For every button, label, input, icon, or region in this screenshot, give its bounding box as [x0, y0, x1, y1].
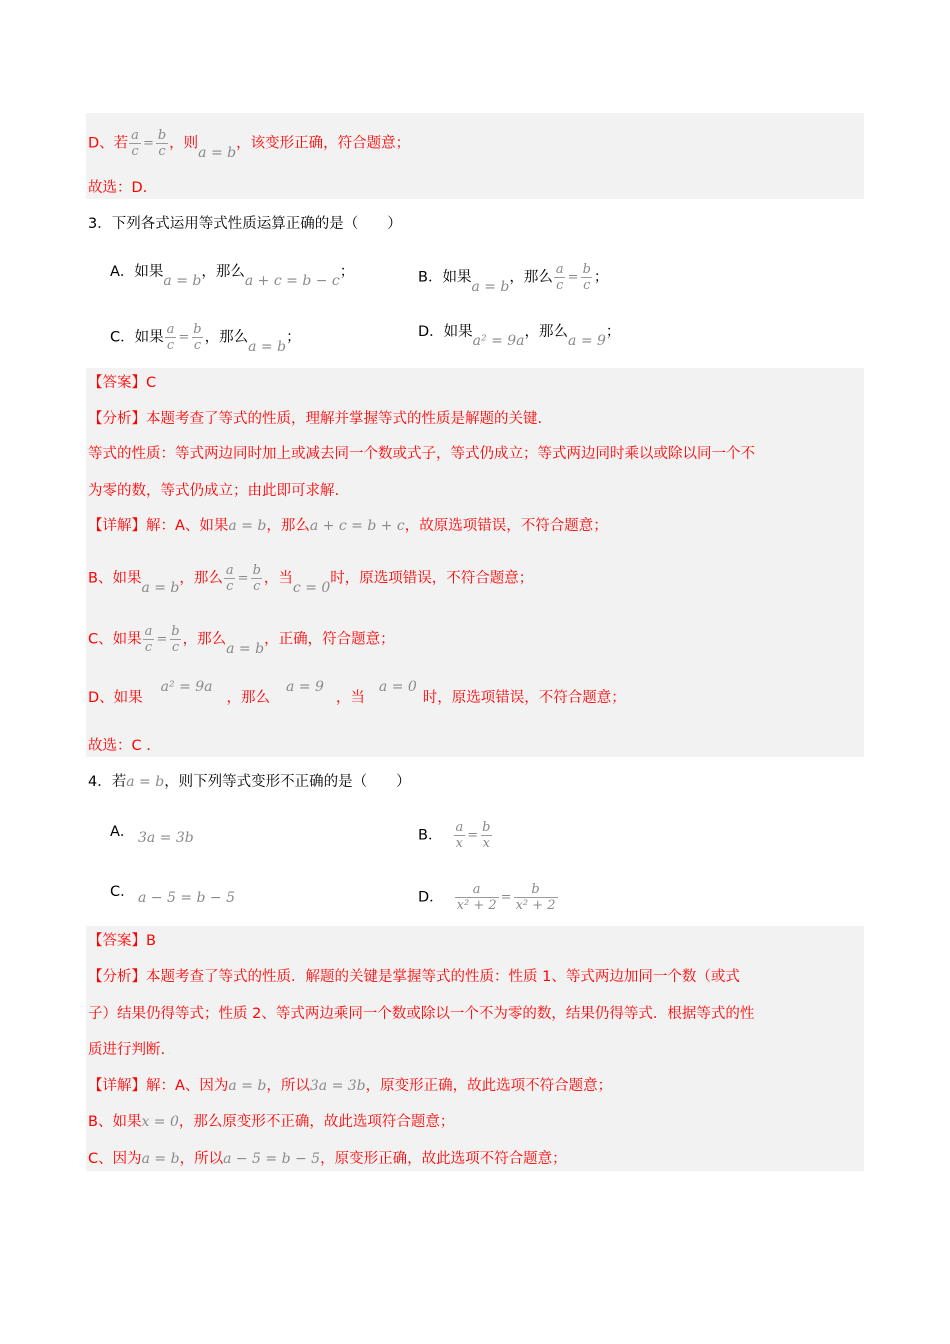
q3-detail-d: D、如果a² = 9a，那么a = 9，当a = 0时，原选项错误，不符合题意；	[88, 679, 626, 706]
q3-answer: 【答案】C	[88, 375, 157, 391]
fraction-a-over-c: $\frac{a}{c}$ = $\frac{b}{c}$	[131, 128, 167, 159]
q3-stem: 3．下列各式运用等式性质运算正确的是（ ）	[88, 216, 402, 232]
q4-answer: 【答案】B	[88, 933, 156, 949]
q4-detail-c: C、因为a = b，所以a − 5 = b − 5，原变形正确，故此选项不符合题意；	[88, 1151, 567, 1167]
q3-option-b: B．如果a = b，那么 $\frac{a}{c}$ = $\frac{b}{c}$ ；	[418, 262, 609, 295]
q4-analysis-2: 子）结果仍得等式；性质 2、等式两边乘同一个数或除以一个不为零的数，结果仍得等式．根据等式的性	[88, 1006, 755, 1022]
q3-option-a: A．如果a = b，那么a + c = b − c；	[110, 264, 355, 289]
q4-option-b: B． $\frac{a}{x}$ = $\frac{b}{x}$	[418, 820, 491, 851]
q3-detail-c: C、如果 $\frac{a}{c}$ = $\frac{b}{c}$ ，那么a = b，正确，符合题意；	[88, 624, 395, 657]
q4-detail-a: 【详解】解：A、因为a = b，所以3a = 3b，原变形正确，故此选项不符合题意；	[88, 1078, 613, 1094]
q4-analysis-3: 质进行判断.	[88, 1042, 166, 1058]
top-line-d: D、若 $\frac{a}{c}$ = $\frac{b}{c}$ ，则a = b，该变形正确，符合题意；	[88, 128, 411, 161]
q3-analysis-2: 等式的性质：等式两边同时加上或减去同一个数或式子，等式仍成立；等式两边同时乘以或除以同一个不	[88, 446, 755, 462]
q4-option-c: C．	[110, 884, 135, 900]
q3-detail-a: 【详解】解：A、如果a = b，那么a + c = b + c，故原选项错误，不符合题意；	[88, 518, 608, 534]
q4-option-a-expr: 3a = 3b	[138, 830, 194, 846]
q4-detail-b: B、如果x = 0，那么原变形不正确，故此选项符合题意；	[88, 1114, 455, 1130]
q3-option-d: D．如果a² = 9a，那么a = 9；	[418, 324, 621, 349]
math-a-eq-b: a = b	[198, 144, 237, 161]
q3-detail-b: B、如果a = b，那么 $\frac{a}{c}$ = $\frac{b}{c}$ ，当c = 0时，原选项错误，不符合题意；	[88, 563, 534, 596]
q3-analysis-3: 为零的数，等式仍成立；由此即可求解.	[88, 483, 340, 499]
q4-option-d: D． $\frac{a}{\text{x² + 2}}$ = $\frac{b}{\text{x² + 2}}$	[418, 882, 556, 913]
q3-option-c: C．如果 $\frac{a}{c}$ = $\frac{b}{c}$ ，那么a = b；	[110, 322, 301, 355]
q4-analysis-1: 【分析】本题考查了等式的性质．解题的关键是掌握等式的性质：性质 1、等式两边加同一个数（或式	[88, 969, 740, 985]
top-conclusion: 故选：D.	[88, 180, 148, 196]
q4-option-c-expr: a − 5 = b − 5	[138, 890, 236, 906]
q4-stem: 4．若a = b，则下列等式变形不正确的是（ ）	[88, 774, 411, 790]
solution-block-q4	[86, 926, 864, 1171]
q3-analysis-1: 【分析】本题考查了等式的性质，理解并掌握等式的性质是解题的关键.	[88, 411, 543, 427]
q3-conclusion: 故选：C .	[88, 738, 151, 754]
q4-option-a: A．	[110, 824, 135, 840]
